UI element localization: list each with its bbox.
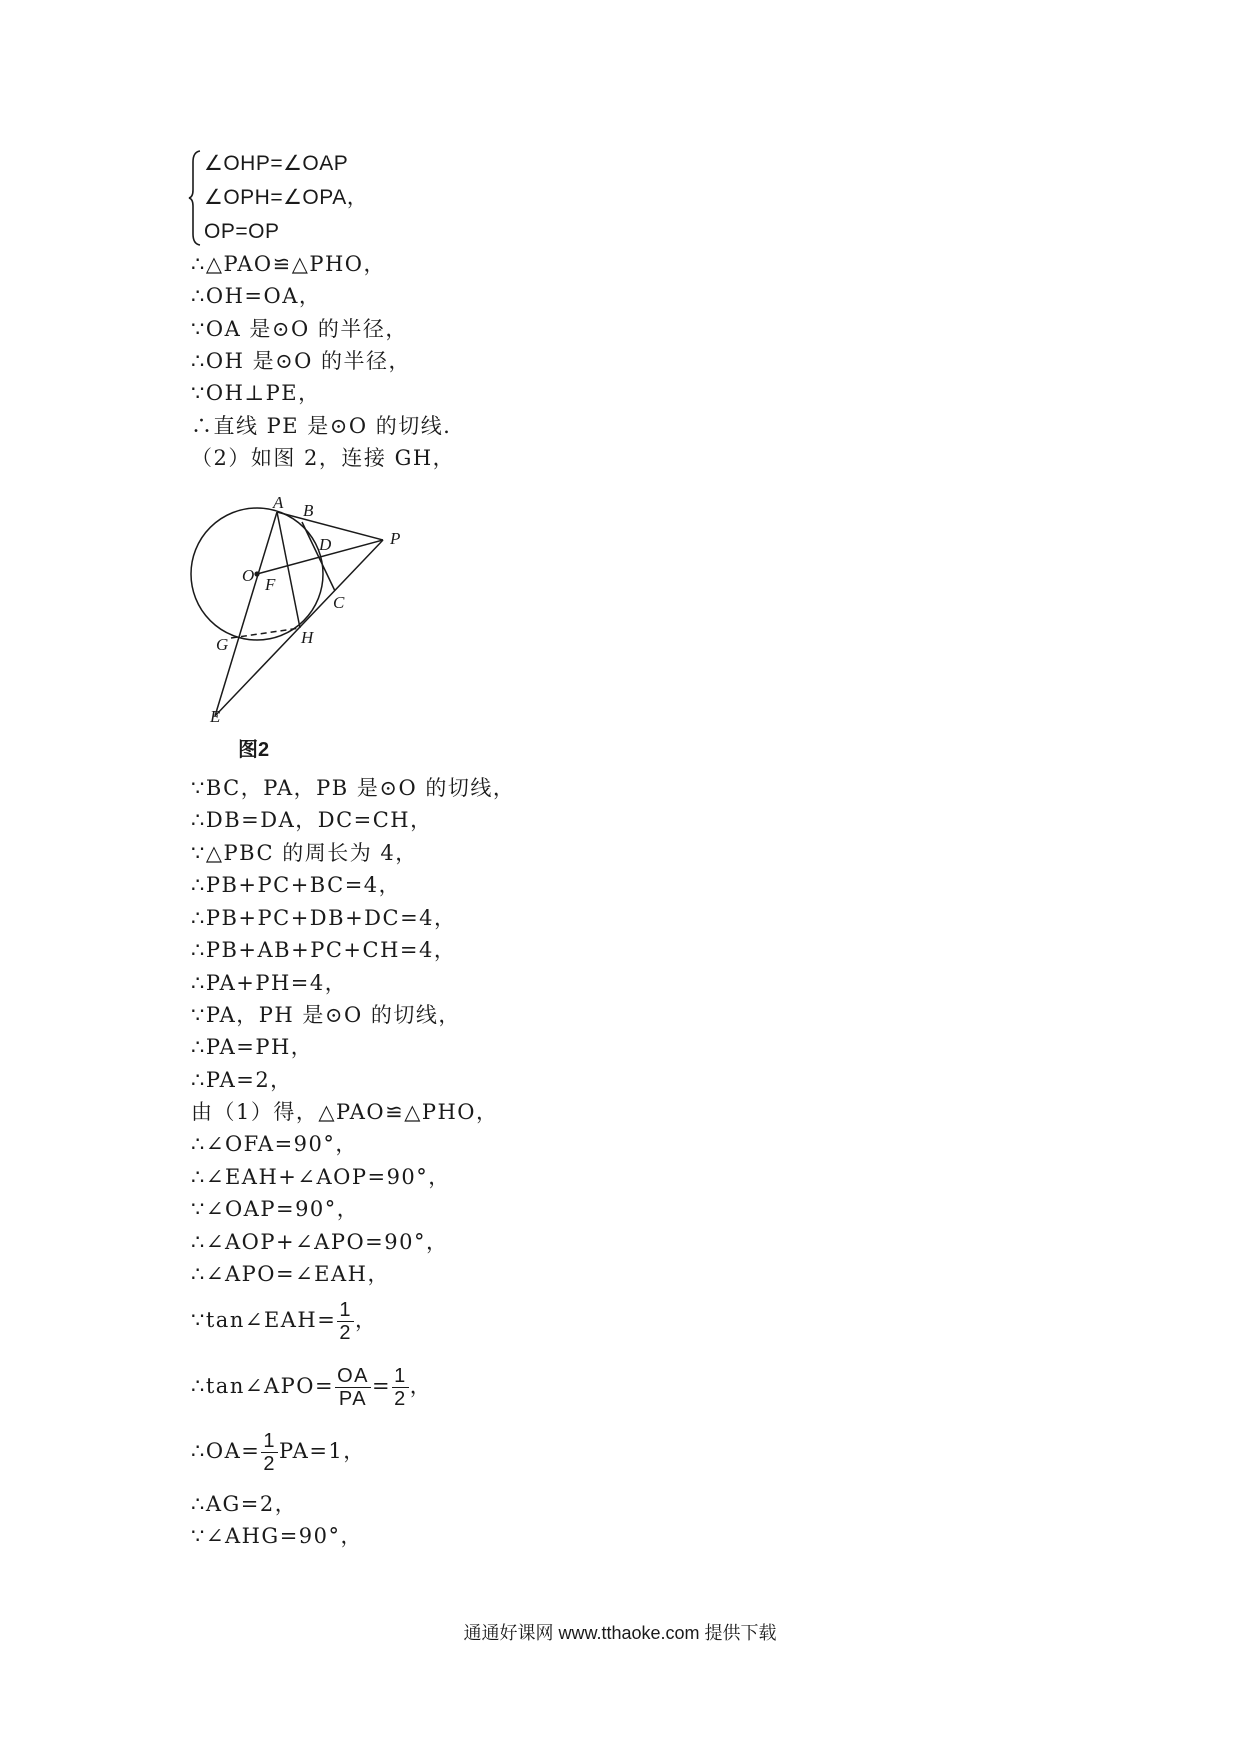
fraction-one-half bbox=[261, 1430, 278, 1475]
label-h: H bbox=[301, 628, 314, 647]
figure-caption: 图2 bbox=[238, 739, 270, 761]
fraction-numerator: 1 bbox=[394, 1365, 407, 1387]
fraction-denominator: 2 bbox=[339, 1322, 352, 1344]
proof-line: ∵∠AHG=90°， bbox=[191, 1524, 364, 1548]
fraction-prefix: ∵tan∠EAH= bbox=[191, 1308, 337, 1332]
label-d: D bbox=[319, 535, 332, 554]
proof-line: ∴直线 PE 是⊙O 的切线． bbox=[191, 414, 466, 438]
label-a: A bbox=[273, 493, 284, 512]
proof-line: ∴PA=2， bbox=[191, 1068, 293, 1092]
proof-line: ∵BC，PA，PB 是⊙O 的切线， bbox=[191, 776, 516, 800]
proof-line: ∴AG=2， bbox=[191, 1492, 298, 1516]
proof-line: ∴PA=PH， bbox=[191, 1035, 314, 1059]
fraction-line-tan-apo bbox=[191, 1362, 432, 1410]
proof-line: ∴OH 是⊙O 的半径， bbox=[191, 349, 412, 373]
fraction-line-oa bbox=[191, 1427, 366, 1475]
fraction-oa-pa bbox=[335, 1365, 371, 1410]
label-g: G bbox=[216, 635, 229, 654]
segment-bc bbox=[302, 522, 335, 591]
fraction-denominator: 2 bbox=[394, 1388, 407, 1410]
fraction-suffix: PA=1， bbox=[278, 1439, 366, 1463]
label-c: C bbox=[333, 593, 345, 612]
proof-line: ∴∠EAH+∠AOP=90°， bbox=[191, 1165, 451, 1189]
proof-line: ∴∠OFA=90°， bbox=[191, 1132, 358, 1156]
left-brace bbox=[188, 150, 202, 246]
label-f: F bbox=[265, 575, 276, 594]
brace-equation: ∠OHP=∠OAP bbox=[204, 152, 349, 175]
proof-line: ∴OH=OA， bbox=[191, 284, 322, 308]
segment-ah bbox=[277, 512, 300, 628]
proof-line: ∵∠OAP=90°， bbox=[191, 1197, 360, 1221]
fraction-numerator: OA bbox=[337, 1365, 369, 1387]
fraction-prefix: ∴OA= bbox=[191, 1439, 261, 1463]
fraction-one-half bbox=[392, 1365, 409, 1410]
fraction-numerator: 1 bbox=[263, 1430, 276, 1452]
proof-line: ∵OA 是⊙O 的半径， bbox=[191, 317, 408, 341]
proof-line: ∴PA+PH=4， bbox=[191, 971, 348, 995]
proof-line: ∴DB=DA，DC=CH， bbox=[191, 808, 433, 832]
proof-line: ∵△PBC 的周长为 4， bbox=[191, 841, 418, 865]
segment-pe bbox=[215, 540, 383, 716]
part2-heading: （2）如图 2，连接 GH， bbox=[191, 446, 456, 470]
equals-sign: = bbox=[371, 1374, 392, 1398]
fraction-denominator: PA bbox=[338, 1388, 368, 1410]
proof-line: ∴∠APO=∠EAH， bbox=[191, 1262, 390, 1286]
proof-line: ∴PB+PC+BC=4， bbox=[191, 873, 402, 897]
segment-ae bbox=[215, 512, 277, 716]
proof-line: ∴PB+PC+DB+DC=4， bbox=[191, 906, 457, 930]
fraction-line-tan-eah bbox=[191, 1296, 377, 1344]
label-b: B bbox=[303, 501, 314, 520]
fraction-one-half bbox=[337, 1299, 354, 1344]
fraction-numerator: 1 bbox=[339, 1299, 352, 1321]
page-footer: 通通好课网 www.tthaoke.com 提供下载 bbox=[463, 1623, 777, 1643]
proof-line: 由（1）得，△PAO≌△PHO， bbox=[191, 1100, 499, 1124]
brace-equation: ∠OPH=∠OPA， bbox=[204, 186, 369, 209]
fraction-suffix: ， bbox=[354, 1308, 378, 1332]
geometry-figure bbox=[185, 490, 425, 750]
fraction-denominator: 2 bbox=[263, 1453, 276, 1475]
point-o bbox=[254, 571, 259, 576]
label-p: P bbox=[390, 529, 401, 548]
brace-equation: OP=OP bbox=[204, 220, 280, 243]
proof-line: ∵OH⊥PE， bbox=[191, 381, 321, 405]
proof-line: ∵PA，PH 是⊙O 的切线， bbox=[191, 1003, 461, 1027]
fraction-suffix: ， bbox=[409, 1374, 433, 1398]
proof-line: ∴PB+AB+PC+CH=4， bbox=[191, 938, 457, 962]
label-e: E bbox=[210, 707, 221, 726]
proof-line: ∴∠AOP+∠APO=90°， bbox=[191, 1230, 449, 1254]
proof-line: ∴△PAO≌△PHO， bbox=[191, 252, 386, 276]
fraction-prefix: ∴tan∠APO= bbox=[191, 1374, 335, 1398]
label-o: O bbox=[242, 566, 255, 585]
